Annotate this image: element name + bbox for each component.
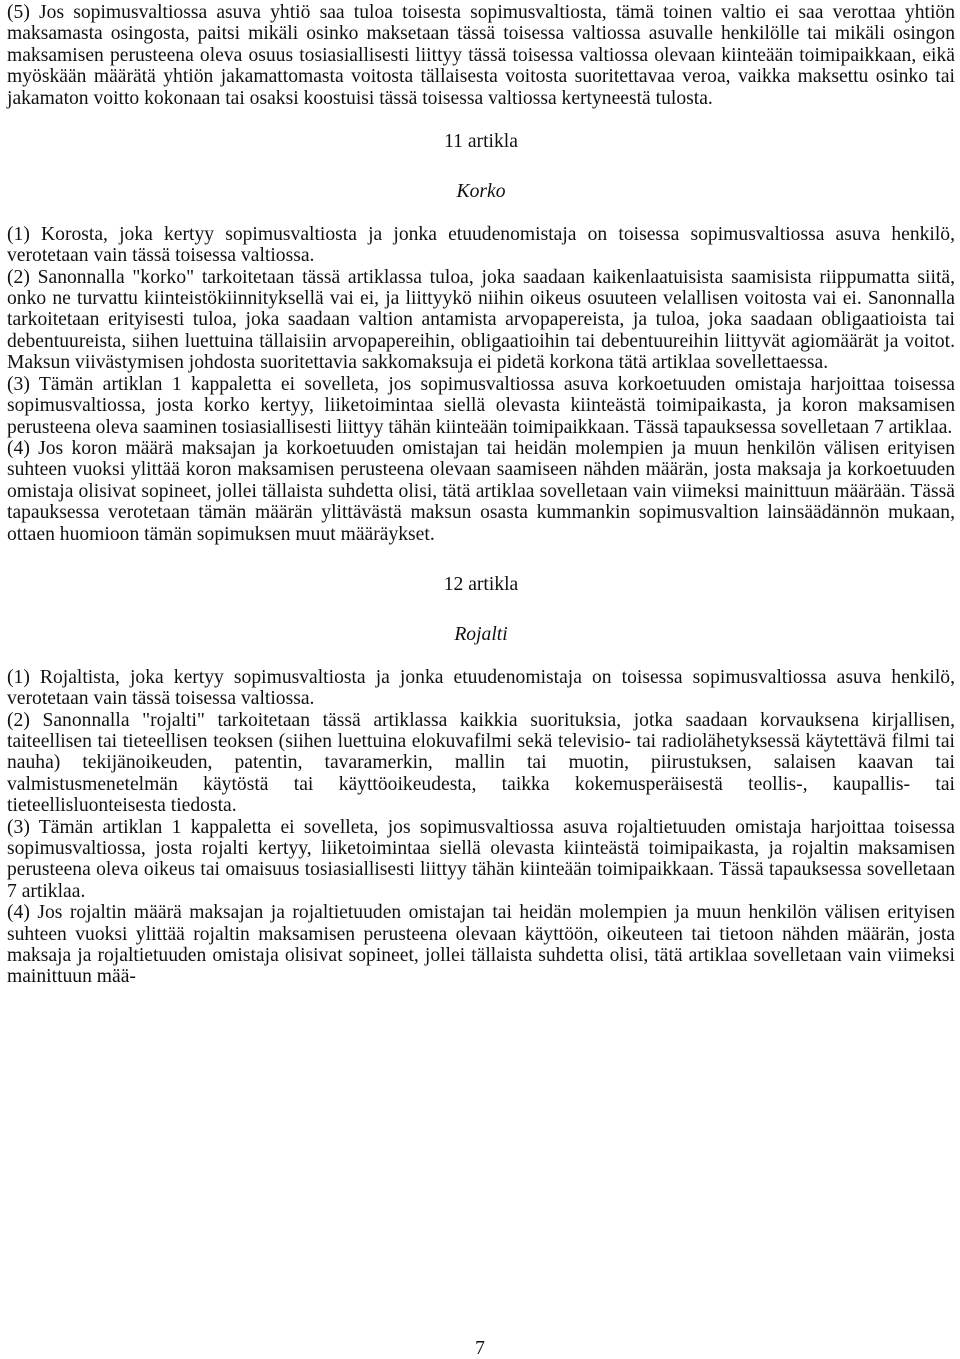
article-title: Rojalti (454, 624, 508, 646)
document-page (7, 2, 955, 988)
article-paragraph: (3) Tämän artiklan 1 kappaletta ei sovelleta, jos sopimusvaltiossa asuva korkoetuuden omistaja harjoittaa toisessa sopimusvaltiossa, josta korko kertyy, liiketoimintaa siellä olevasta kiinteästä toimipaikasta, ja koron maksamisen perusteena oleva saaminen tosiasiallisesti liittyy tähän kiinteään toimipaikkaan. Tässä tapauksessa sovelletaan 7 artiklaa. (7, 373, 955, 438)
article-paragraph: (2) Sanonnalla "rojalti" tarkoitetaan tässä artiklassa kaikkia suorituksia, jotka saadaan korvauksena kirjallisen, taiteellisen tai tieteellisen teoksen (siihen luettuina elokuvafilmi sekä televisio- tai radiolähetyksessä käytettävä filmi tai nauha) tekijänoikeuden, patentin, tavaramerkin, mallin tai muotin, piirustuksen, salaisen kaavan tai valmistusmenetelmän käytöstä tai käyttöoikeudesta, taikka kokemusperäisestä teollis-, kaupallis- tai tieteellisluonteisesta tiedosta. (7, 709, 955, 817)
spacer (7, 109, 955, 131)
spacer (7, 545, 955, 574)
spacer (7, 595, 955, 624)
article-title: Korko (456, 181, 506, 203)
article-paragraph: (4) Jos rojaltin määrä maksajan ja rojaltietuuden omistajan tai heidän molempien ja muun henkilön välisen erityisen suhteen vuoksi ylittää rojaltin maksamisen perusteena olevaan käyttöön, oikeuteen tai tietoon nähden määrän, josta maksaja ja rojaltietuuden omistaja olisivat sopineet, jollei tällaista suhdetta olisi, tätä artiklaa sovelletaan vain viimeksi mainittuun mää- (7, 902, 955, 988)
article-11 (7, 131, 955, 545)
page-number: 7 (475, 1338, 485, 1359)
article-paragraph: (1) Rojaltista, joka kertyy sopimusvaltiosta ja jonka etuudenomistaja on toisessa sopimusvaltiossa asuva henkilö, verotetaan vain tässä toisessa valtiossa. (7, 666, 955, 710)
spacer (7, 152, 955, 181)
article-number: 12 artikla (443, 573, 519, 595)
article-paragraph: (4) Jos koron määrä maksajan ja korkoetuuden omistajan tai heidän molempien ja muun henkilön välisen erityisen suhteen vuoksi ylittää koron maksamisen perusteena olevaan saamiseen nähden määrän, josta maksaja ja korkoetuuden omistaja olisivat sopineet, jollei tällaista suhdetta olisi, tätä artiklaa sovelletaan vain viimeksi mainittuun määrään. Tässä tapauksessa verotetaan tämän määrän ylittävästä maksun osasta kummankin sopimusvaltion lainsäädännön mukaan, ottaen huomioon tämän sopimuksen muut määräykset. (7, 437, 955, 545)
article-paragraph: (1) Korosta, joka kertyy sopimusvaltiosta ja jonka etuudenomistaja on toisessa sopimusvaltiossa asuva henkilö, verotetaan vain tässä toisessa valtiossa. (7, 223, 955, 267)
article-number: 11 artikla (444, 131, 518, 153)
intro-paragraph: (5) Jos sopimusvaltiossa asuva yhtiö saa tuloa toisesta sopimusvaltiosta, tämä toinen valtio ei saa verottaa yhtiön maksamasta osingosta, paitsi mikäli osinko maksetaan tässä toisessa valtiossa asuvalle henkilölle tai mikäli osingon maksamisen perusteena oleva osuus tosiasiallisesti liittyy tässä toisessa valtiossa olevaan kiinteään toimipaikkaan, eikä myöskään määrätä yhtiön jakamattomasta voitosta tällaisesta voitosta suoritettavaa veroa, vaikka maksettu osinko tai jakamaton voitto kokonaan tai osaksi koostuisi tässä toisessa valtiossa kertyneestä tulosta. (7, 2, 955, 109)
spacer (7, 203, 955, 224)
article-12 (7, 574, 955, 988)
article-paragraph: (3) Tämän artiklan 1 kappaletta ei sovelleta, jos sopimusvaltiossa asuva rojaltietuuden omistaja harjoittaa toisessa sopimusvaltiossa, josta rojalti kertyy, liiketoimintaa siellä olevasta kiinteästä toimipaikasta, ja rojaltin maksamisen perusteena oleva oikeus tai omaisuus tosiasiallisesti liittyy tähän kiinteään toimipaikkaan. Tässä tapauksessa sovelletaan 7 artiklaa. (7, 816, 955, 902)
article-paragraph: (2) Sanonnalla "korko" tarkoitetaan tässä artiklassa tuloa, joka saadaan kaikenlaatuisista saamisista riippumatta siitä, onko ne turvattu kiinteistökiinnityksellä vai ei, ja liittyykö niihin oikeus osuuteen velallisen voitosta vai ei. Sanonnalla tarkoitetaan erityisesti tuloa, joka saadaan valtion antamista arvopapereista, ja tuloa, joka saadaan obligaatioista tai debentuureista, siihen luettuina tällaisiin arvopapereihin, obligaatioihin tai debentuureihin liittyvät agiomäärät ja voitot. Maksun viivästymisen johdosta suoritettavia sakkomaksuja ei pidetä korkona tätä artiklaa sovellettaessa. (7, 266, 955, 374)
spacer (7, 646, 955, 667)
